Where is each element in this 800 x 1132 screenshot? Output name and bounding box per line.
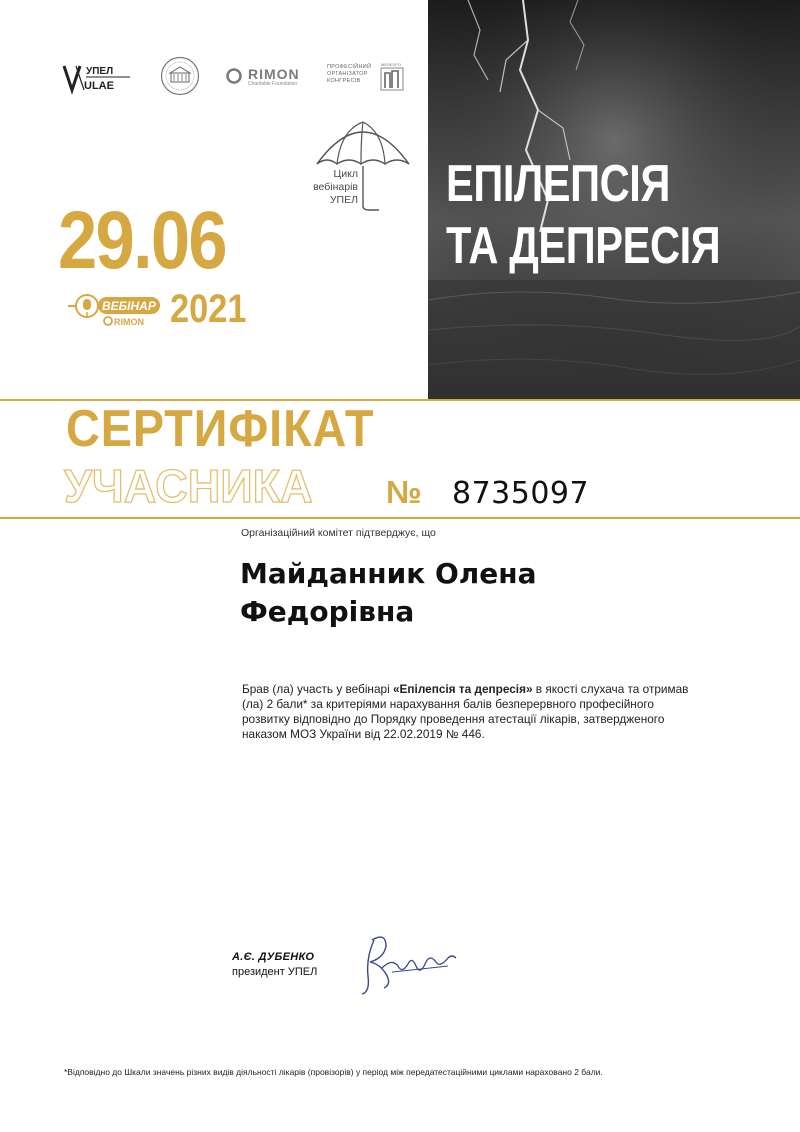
cycle-line-1: Цикл: [333, 168, 358, 180]
organizer-line-1: ПРОФЕСІЙНИЙ: [327, 64, 372, 70]
handwritten-signature: [352, 928, 462, 998]
svg-text:ULAE: ULAE: [84, 80, 114, 92]
certificate-body: [242, 682, 702, 742]
organizer-logo-icon: [378, 62, 408, 94]
svg-text:ВЕБІНАР: ВЕБІНАР: [102, 299, 156, 313]
certificate-number: 8735097: [452, 476, 590, 511]
event-title-line-2: ТА ДЕПРЕСІЯ: [446, 217, 721, 275]
body-text-part-1: Брав (ла) участь у вебінарі: [242, 682, 393, 696]
rimon-name: RIMON: [248, 66, 300, 82]
separator-bottom: [0, 517, 800, 519]
signatory-name: А.Є. ДУБЕНКО: [232, 951, 315, 963]
rimon-icon: [226, 68, 242, 84]
confirmation-text: Організаційний комітет підтверджує, що: [241, 527, 436, 539]
certificate-heading: СЕРТИФІКАТ: [66, 400, 375, 458]
cycle-line-2: вебінарів: [313, 181, 358, 193]
university-seal-icon: [160, 56, 200, 96]
number-sign: №: [386, 474, 422, 510]
cycle-line-3: УПЕЛ: [329, 194, 358, 206]
event-date: 29.06: [58, 195, 226, 286]
signatory-role: президент УПЕЛ: [232, 966, 318, 978]
body-text-part-2: в якості слухача та отримав (ла) 2 бали* за критеріями нарахування балів безперервного професійного розвитку відповідно до Порядку проведення атестації лікарів, затвердженого наказом МОЗ України від 22.02.2019 № 446.: [242, 682, 689, 741]
webinar-title-bold: «Епілепсія та депресія»: [392, 682, 533, 696]
organizer-label: [327, 64, 371, 85]
webinar-badge: [68, 292, 164, 328]
organizer-line-3: КОНГРЕСІВ: [327, 78, 361, 84]
footnote: *Відповідно до Шкали значень різних видів діяльності лікарів (провізорів) у період між передатестаційними циклами нараховано 2 бали.: [64, 1067, 603, 1077]
webinar-cycle-label: [312, 168, 358, 207]
microphone-icon: [83, 299, 91, 310]
svg-text:УПЕЛ: УПЕЛ: [86, 66, 114, 77]
event-title-line-1: ЕПІЛЕПСІЯ: [446, 155, 670, 213]
svg-text:RIMON: RIMON: [114, 317, 144, 327]
event-title: [446, 153, 720, 277]
svg-text:MEDEXPO: MEDEXPO: [381, 62, 402, 67]
certificate-subheading: УЧАСНИКА: [64, 460, 313, 512]
upel-logo: [62, 62, 132, 94]
event-year: 2021: [170, 287, 247, 331]
rimon-subtitle: Charitable Foundation: [248, 81, 298, 87]
recipient-name: Майданник Олена Федорівна: [240, 557, 537, 628]
organizer-line-2: ОРГАНІЗАТОР: [327, 71, 368, 77]
